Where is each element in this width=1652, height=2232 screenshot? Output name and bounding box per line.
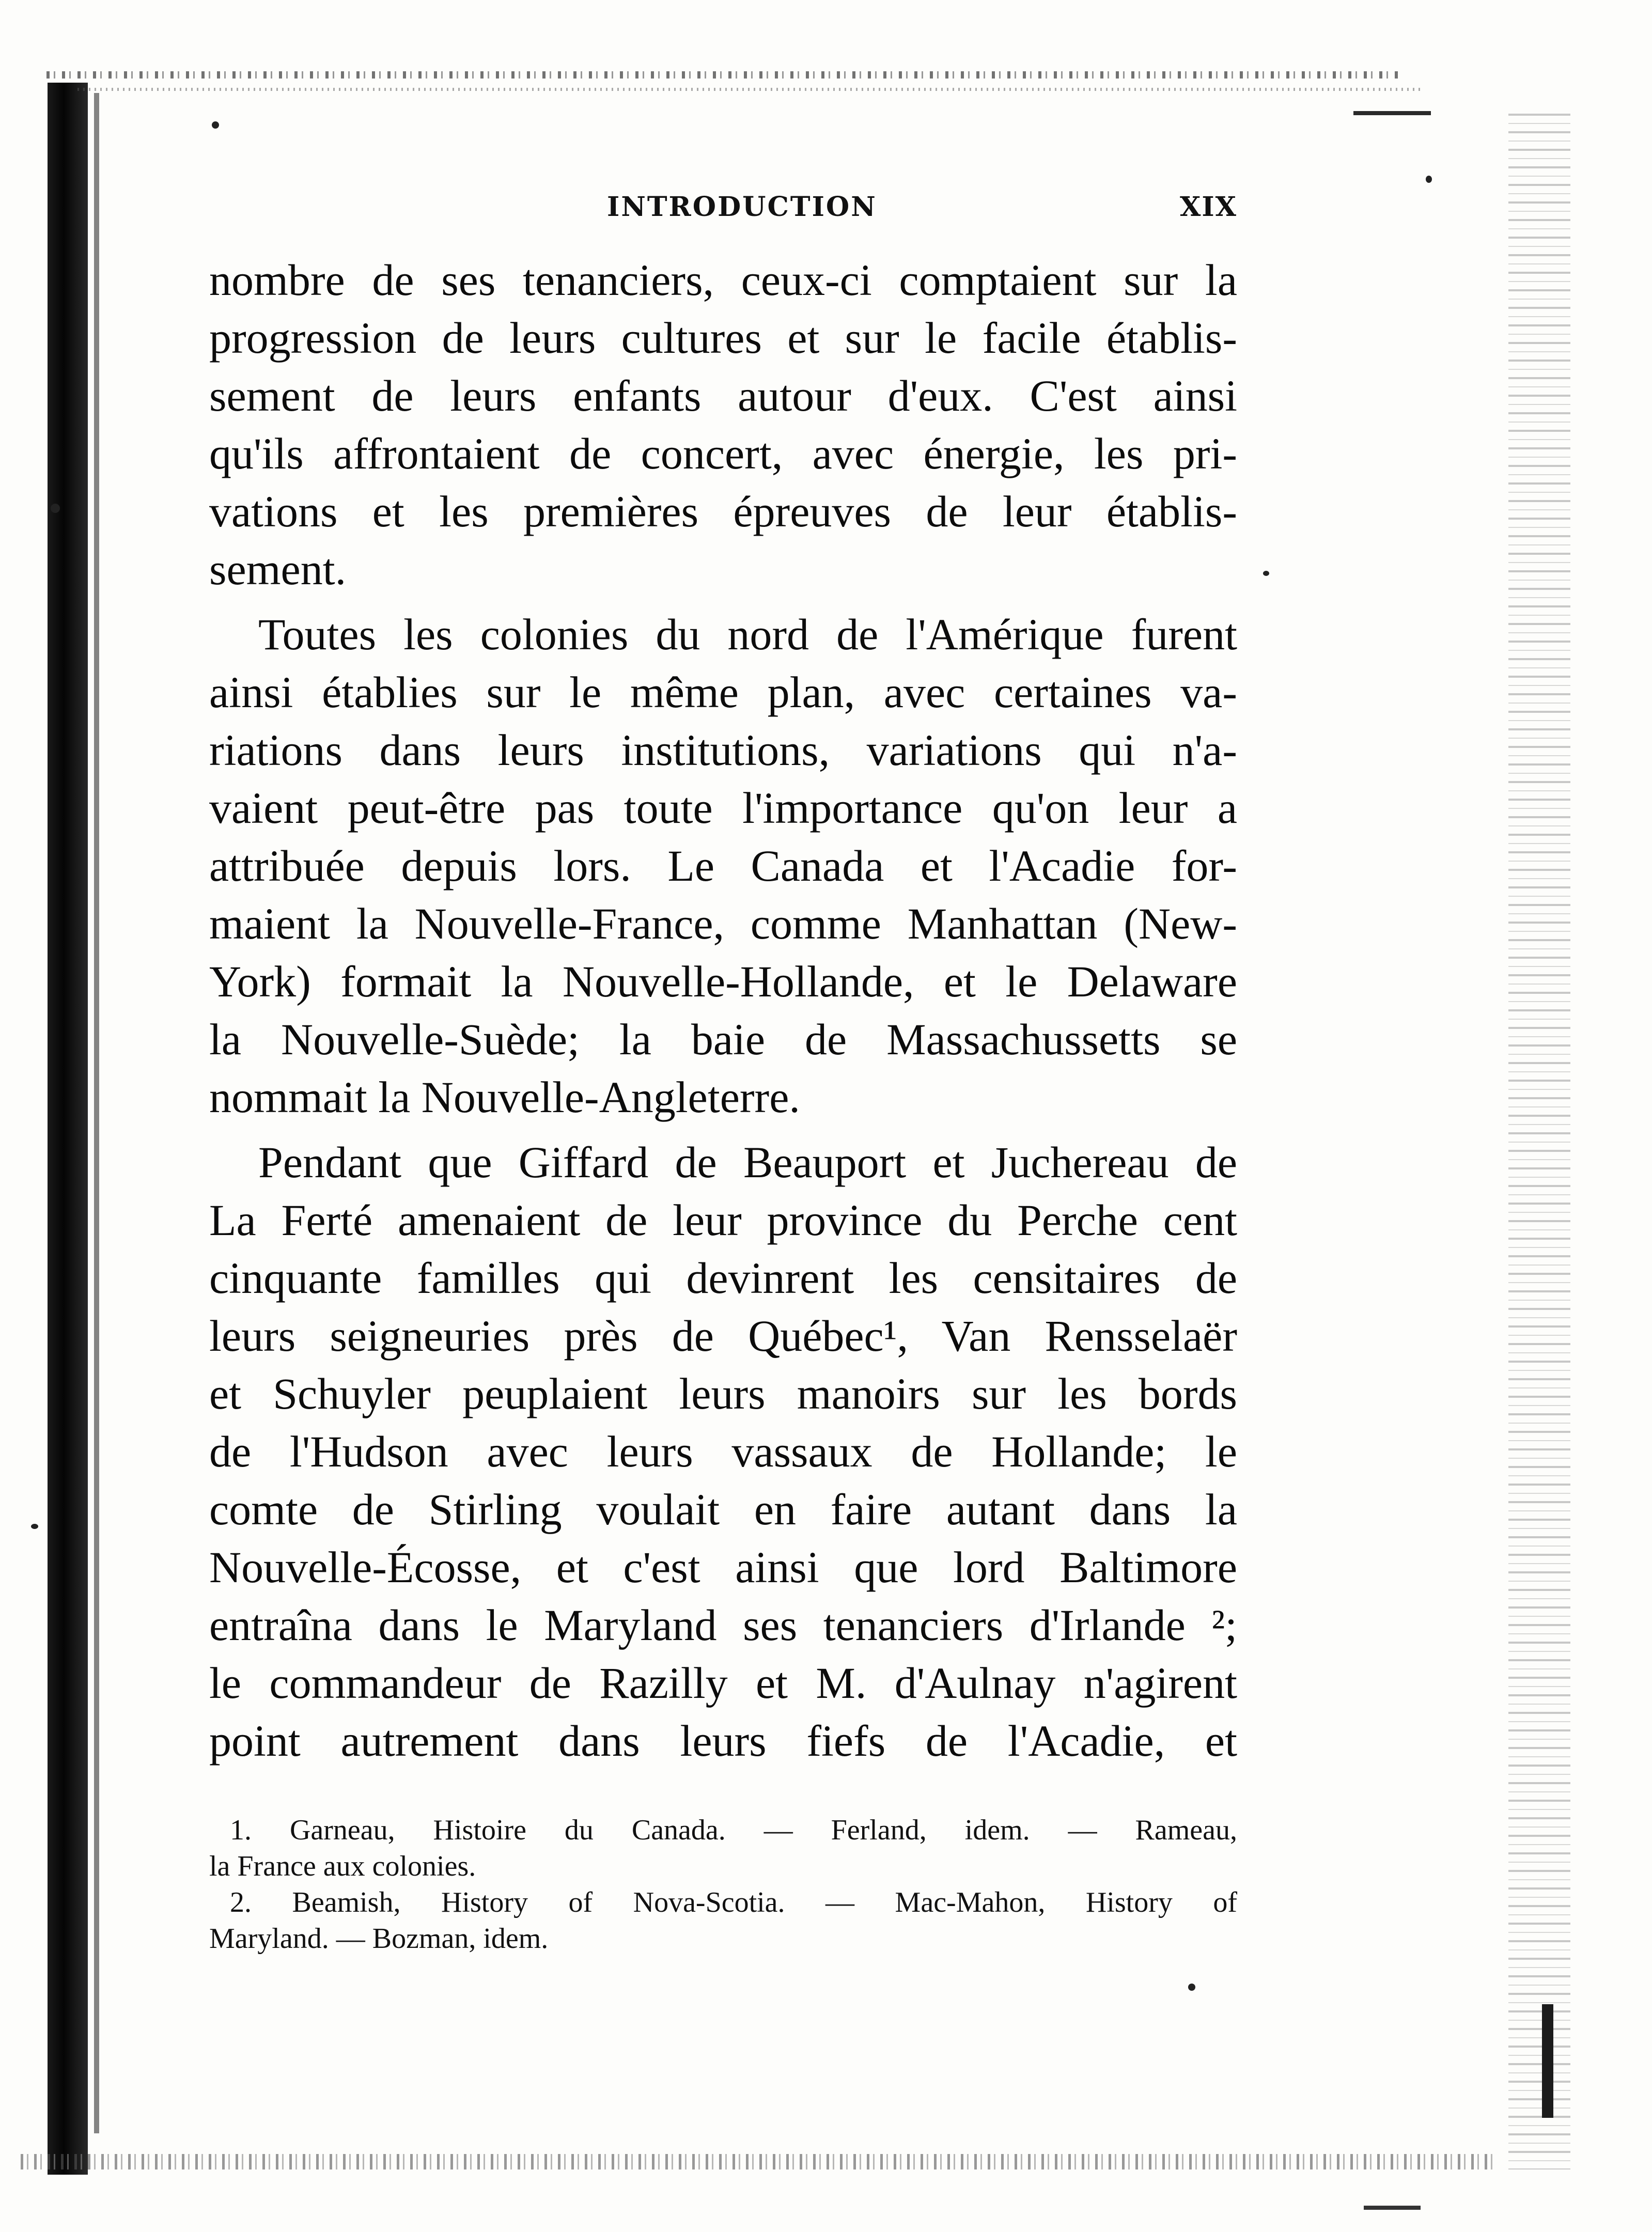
footnote-line: Maryland. — Bozman, idem. [209,1923,549,1955]
footnote-1 [209,1812,1237,1884]
text-line: leurs seigneuries près de Québec¹, Van Rensselaër [209,1311,1237,1361]
text-line: cinquante familles qui devinrent les censitaires de [209,1253,1237,1303]
text-line: Pendant que Giffard de Beauport et Juchereau de [258,1137,1237,1187]
speck [1188,1984,1195,1991]
footnotes [209,1812,1237,1957]
speck [1426,176,1432,183]
paragraph [209,605,1237,1126]
top-scan-edge-inner [77,88,1421,91]
running-header [209,191,1237,238]
text-line: Toutes les colonies du nord de l'Amérique furent [258,610,1237,659]
top-scan-edge [46,71,1400,79]
text-line: de l'Hudson avec leurs vassaux de Hollande; le [209,1427,1237,1476]
bottom-scan-edge [21,2154,1498,2169]
text-line: vations et les premières épreuves de leur établis- [209,487,1237,536]
text-line: point autrement dans leurs fiefs de l'Acadie, et [209,1716,1237,1766]
text-line: progression de leurs cultures et sur le facile établis- [209,313,1237,363]
binding-shadow [48,83,88,2175]
text-line: York) formait la Nouvelle-Hollande, et le Delaware [209,957,1237,1006]
text-line: maient la Nouvelle-France, comme Manhattan (New- [209,899,1237,948]
text-line: vaient peut-être pas toute l'importance qu'on leur a [209,783,1237,833]
page-number: XIX [1179,191,1237,223]
text-line: ainsi établies sur le même plan, avec certaines va- [209,667,1237,717]
binding-line [94,93,99,2133]
text-line: sement de leurs enfants autour d'eux. C'est ainsi [209,371,1237,420]
footnote-line: la France aux colonies. [209,1850,476,1882]
text-line: La Ferté amenaient de leur province du Perche cent [209,1195,1237,1245]
paragraph [209,251,1237,598]
speck [212,121,219,129]
text-line: et Schuyler peuplaient leurs manoirs sur les bords [209,1369,1237,1418]
running-title: INTRODUCTION [607,191,877,223]
right-edge-bar [1542,2004,1553,2118]
text-line: Nouvelle-Écosse, et c'est ainsi que lord Baltimore [209,1542,1237,1592]
footnote-line: 1. Garneau, Histoire du Canada. — Ferland, idem. — Rameau, [230,1814,1237,1846]
right-scan-edge [1508,114,1570,2169]
text-line: comte de Stirling voulait en faire autant dans la [209,1485,1237,1534]
text-line: sement. [209,544,347,594]
text-line: attribuée depuis lors. Le Canada et l'Acadie for- [209,841,1237,891]
footnote-2 [209,1884,1237,1957]
text-line: nombre de ses tenanciers, ceux-ci comptaient sur la [209,255,1237,305]
paragraph [209,1133,1237,1770]
text-line: qu'ils affrontaient de concert, avec énergie, les pri- [209,429,1237,478]
top-right-mark [1353,111,1431,115]
bottom-right-mark [1364,2206,1421,2210]
text-line: le commandeur de Razilly et M. d'Aulnay n'agirent [209,1658,1237,1708]
speck [51,504,60,513]
text-line: nommait la Nouvelle-Angleterre. [209,1072,800,1122]
text-line: entraîna dans le Maryland ses tenanciers d'Irlande ²; [209,1600,1237,1650]
speck [1263,571,1269,576]
text-line: riations dans leurs institutions, variations qui n'a- [209,725,1237,775]
text-line: la Nouvelle-Suède; la baie de Massachussetts se [209,1014,1237,1064]
body-text [209,251,1237,1770]
speck [31,1524,38,1529]
footnote-line: 2. Beamish, History of Nova-Scotia. — Mac-Mahon, History of [230,1886,1237,1918]
